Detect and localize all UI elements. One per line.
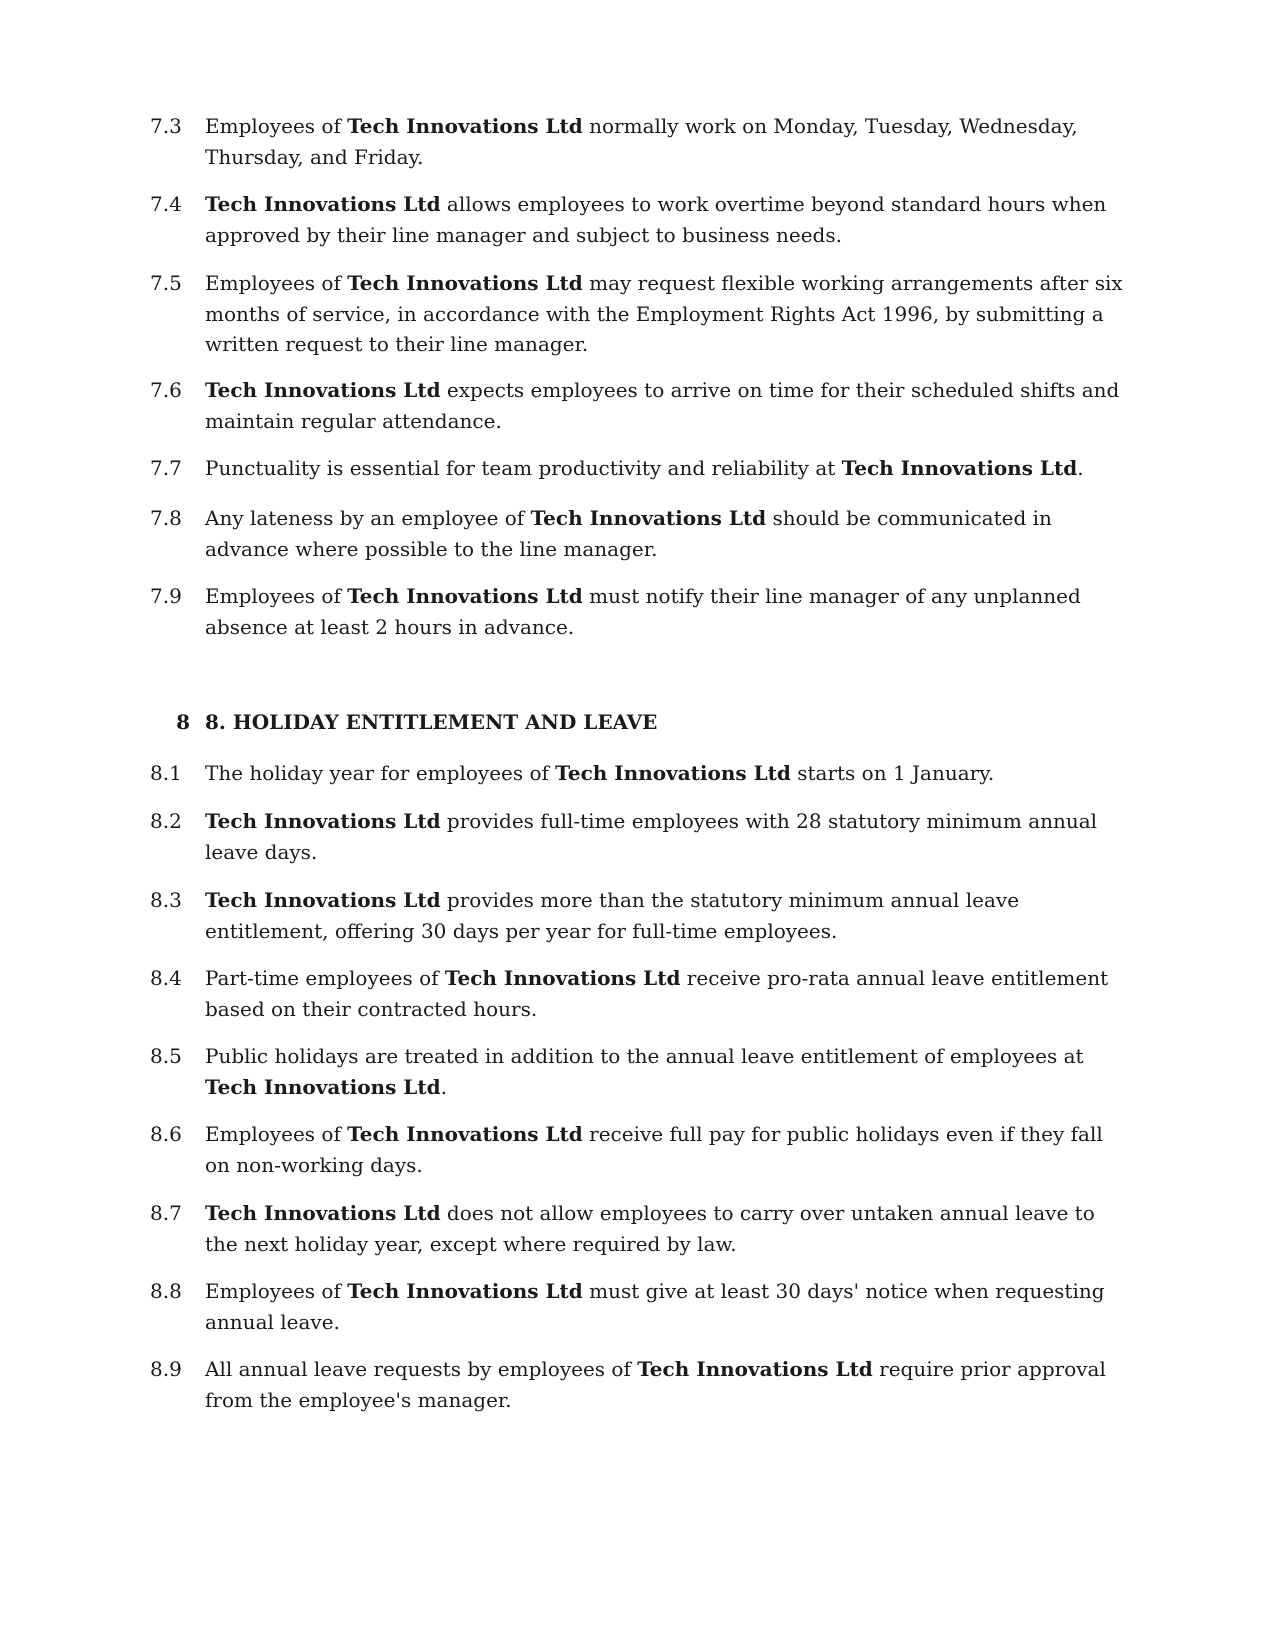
clause-text: Part-time employees of Tech Innovations Ltd receive pro-rata annual leave entitlement based on their contracted hours. [205, 966, 1109, 1021]
clause-text: The holiday year for employees of Tech Innovations Ltd starts on 1 January. [205, 761, 995, 785]
clause-8-8 [150, 1276, 1130, 1337]
clause-8-3 [150, 885, 1130, 946]
company-name: Tech Innovations Ltd [347, 114, 583, 138]
clause-number: 7.9 [150, 584, 182, 608]
clause-number: 8.9 [150, 1357, 182, 1381]
clause-number: 7.6 [150, 378, 182, 402]
clause-text: All annual leave requests by employees of Tech Innovations Ltd require prior approval from the employee's manager. [205, 1357, 1106, 1412]
clause-text: Employees of Tech Innovations Ltd normally work on Monday, Tuesday, Wednesday, Thursday, and Friday. [205, 114, 1078, 169]
clause-number: 8.6 [150, 1122, 182, 1146]
clause-8-1 [150, 758, 1130, 789]
company-name: Tech Innovations Ltd [347, 271, 583, 295]
clause-number: 8.2 [150, 809, 182, 833]
clause-number: 7.5 [150, 271, 182, 295]
clause-text: Public holidays are treated in addition to the annual leave entitlement of employees at Tech Innovations Ltd. [205, 1044, 1084, 1099]
clause-number: 8.5 [150, 1044, 182, 1068]
clause-text: Employees of Tech Innovations Ltd receive full pay for public holidays even if they fall on non-working days. [205, 1122, 1103, 1177]
clause-7-5 [150, 268, 1130, 360]
clause-8-7 [150, 1198, 1130, 1259]
company-name: Tech Innovations Ltd [347, 584, 583, 608]
company-name: Tech Innovations Ltd [205, 1201, 441, 1225]
clause-number: 8.1 [150, 761, 182, 785]
section-title: 8. HOLIDAY ENTITLEMENT AND LEAVE [205, 710, 658, 734]
clause-7-8 [150, 503, 1130, 564]
clause-number: 7.8 [150, 506, 182, 530]
clause-8-5 [150, 1041, 1130, 1102]
clause-7-9 [150, 581, 1130, 642]
company-name: Tech Innovations Ltd [347, 1279, 583, 1303]
clause-7-6 [150, 375, 1130, 436]
clause-text: Tech Innovations Ltd provides full-time employees with 28 statutory minimum annual leave days. [205, 809, 1098, 864]
company-name: Tech Innovations Ltd [205, 192, 441, 216]
clause-text: Any lateness by an employee of Tech Innovations Ltd should be communicated in advance where possible to the line manager. [205, 506, 1052, 561]
clause-number: 8.3 [150, 888, 182, 912]
clause-number: 7.3 [150, 114, 182, 138]
clause-8-4 [150, 963, 1130, 1024]
clause-number: 8.7 [150, 1201, 182, 1225]
company-name: Tech Innovations Ltd [205, 888, 441, 912]
company-name: Tech Innovations Ltd [841, 456, 1078, 480]
clause-8-9 [150, 1354, 1130, 1415]
clause-text: Employees of Tech Innovations Ltd must give at least 30 days' notice when requesting annual leave. [205, 1279, 1105, 1334]
clause-7-7 [150, 453, 1130, 484]
company-name: Tech Innovations Ltd [205, 378, 441, 402]
company-name: Tech Innovations Ltd [205, 809, 441, 833]
clause-number: 7.7 [150, 456, 182, 480]
company-name: Tech Innovations Ltd [444, 966, 681, 990]
clause-8-2 [150, 806, 1130, 867]
clause-text: Employees of Tech Innovations Ltd must notify their line manager of any unplanned absence at least 2 hours in advance. [205, 584, 1081, 639]
clause-8-6 [150, 1119, 1130, 1180]
company-name: Tech Innovations Ltd [347, 1122, 583, 1146]
clause-text: Tech Innovations Ltd allows employees to work overtime beyond standard hours when approved by their line manager and subject to business needs. [205, 192, 1107, 247]
clause-text: Tech Innovations Ltd does not allow employees to carry over untaken annual leave to the next holiday year, except where required by law. [205, 1201, 1095, 1256]
company-name: Tech Innovations Ltd [637, 1357, 873, 1381]
clause-text: Punctuality is essential for team productivity and reliability at Tech Innovations Ltd. [205, 456, 1084, 480]
clause-7-4 [150, 189, 1130, 250]
clause-text: Tech Innovations Ltd expects employees to arrive on time for their scheduled shifts and maintain regular attendance. [205, 378, 1120, 433]
clause-7-3 [150, 111, 1130, 172]
company-name: Tech Innovations Ltd [530, 506, 767, 530]
clause-text: Employees of Tech Innovations Ltd may request flexible working arrangements after six months of service, in accordance with the Employment Rights Act 1996, by submitting a written request to their line manager. [205, 271, 1123, 356]
company-name: Tech Innovations Ltd [555, 761, 791, 785]
company-name: Tech Innovations Ltd [205, 1074, 441, 1099]
section-heading-8 [150, 707, 1130, 737]
clause-number: 7.4 [150, 192, 182, 216]
section-number: 8 [176, 710, 190, 734]
clause-number: 8.8 [150, 1279, 182, 1303]
clause-text: Tech Innovations Ltd provides more than the statutory minimum annual leave entitlement, offering 30 days per year for full-time employees. [205, 888, 1020, 943]
clause-number: 8.4 [150, 966, 182, 990]
